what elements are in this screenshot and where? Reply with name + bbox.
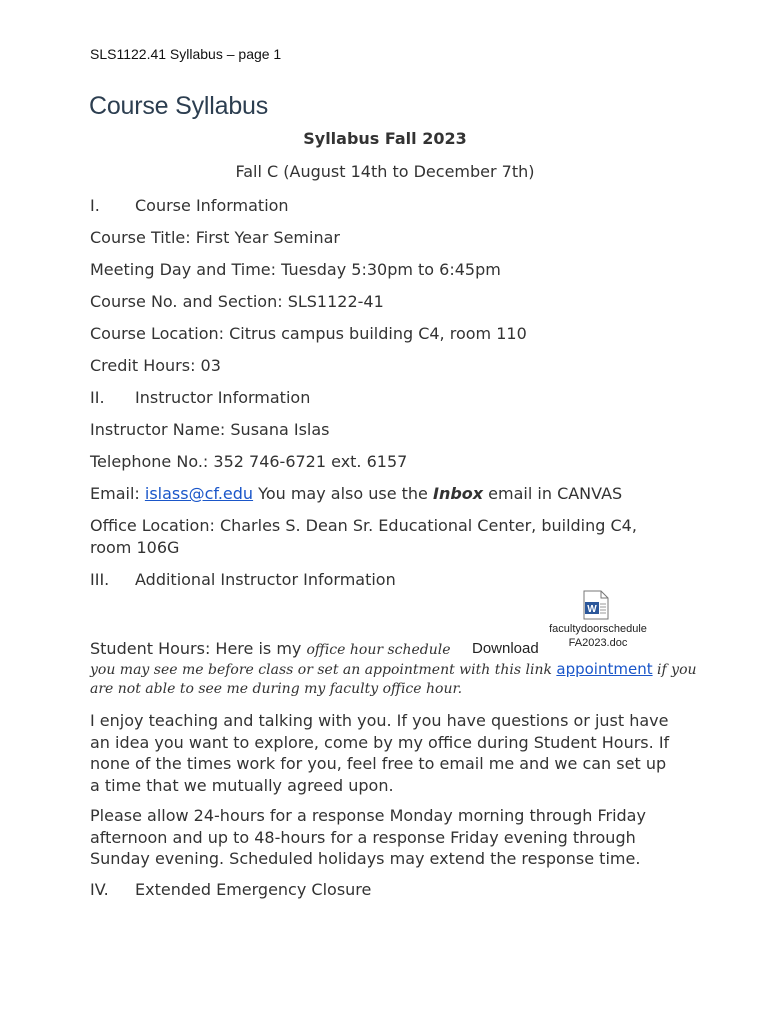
section-number: III. [90,570,110,589]
appointment-link[interactable]: appointment [556,660,653,678]
credit-hours: Credit Hours: 03 [90,356,221,375]
inbox-emphasis: Inbox [432,484,484,503]
section-heading-additional-instructor-information [90,569,396,591]
section-heading-text: Extended Emergency Closure [135,880,372,899]
paragraph-office-hours: I enjoy teaching and talking with you. If you have questions or just have an idea you want to explore, come by my office during Student Hours. If none of the times work for you, feel free to email me and we can set up a time that we mutually agreed upon. [90,711,670,795]
section-number: IV. [90,880,109,899]
paragraph-response-time: Please allow 24-hours for a response Monday morning through Friday afternoon and up to 48-hours for a response Friday evening through Sunday evening. Scheduled holidays may extend the response time. [90,806,646,868]
course-title: Course Title: First Year Seminar [90,228,340,247]
page-title: Course Syllabus [89,92,269,120]
student-hours-label: Student Hours: Here is my [90,639,307,658]
section-number: I. [90,196,100,215]
appointment-text: you may see me before class or set an appointment with this link [90,662,557,678]
section-heading-text: Course Information [135,196,289,215]
appointment-line-2: are not able to see me during my faculty office hour. [90,681,463,697]
email-note-end: email in CANVAS [483,484,623,503]
attachment-filename[interactable]: facultydoorschedule FA2023.doc [549,623,647,649]
section-heading-extended-emergency-closure [90,879,371,901]
section-heading-text: Additional Instructor Information [135,570,396,589]
instructor-name: Instructor Name: Susana Islas [90,420,330,439]
section-heading-instructor-information [90,387,310,409]
appointment-text-end: if you [652,662,697,678]
section-heading-course-information [90,195,289,217]
email-label: Email: [90,484,145,503]
running-header: SLS1122.41 Syllabus – page 1 [90,46,282,62]
word-document-icon[interactable] [583,590,609,620]
office-hour-schedule-text: office hour schedule [306,642,451,658]
section-number: II. [90,388,105,407]
download-button[interactable]: Download [472,640,539,657]
course-number: Course No. and Section: SLS1122-41 [90,292,384,311]
office-location: Office Location: Charles S. Dean Sr. Educational Center, building C4, room 106G [90,516,637,557]
meeting-time: Meeting Day and Time: Tuesday 5:30pm to 6:45pm [90,260,501,279]
syllabus-subtitle: Syllabus Fall 2023 [303,129,467,148]
email-link[interactable]: islass@cf.edu [144,484,254,503]
svg-text:W: W [587,604,597,615]
email-note: You may also use the [253,484,433,503]
course-location: Course Location: Citrus campus building C4, room 110 [90,324,527,343]
section-heading-text: Instructor Information [135,388,311,407]
term-dates: Fall C (August 14th to December 7th) [235,162,535,181]
telephone: Telephone No.: 352 746-6721 ext. 6157 [90,452,408,471]
email-line [90,483,622,505]
